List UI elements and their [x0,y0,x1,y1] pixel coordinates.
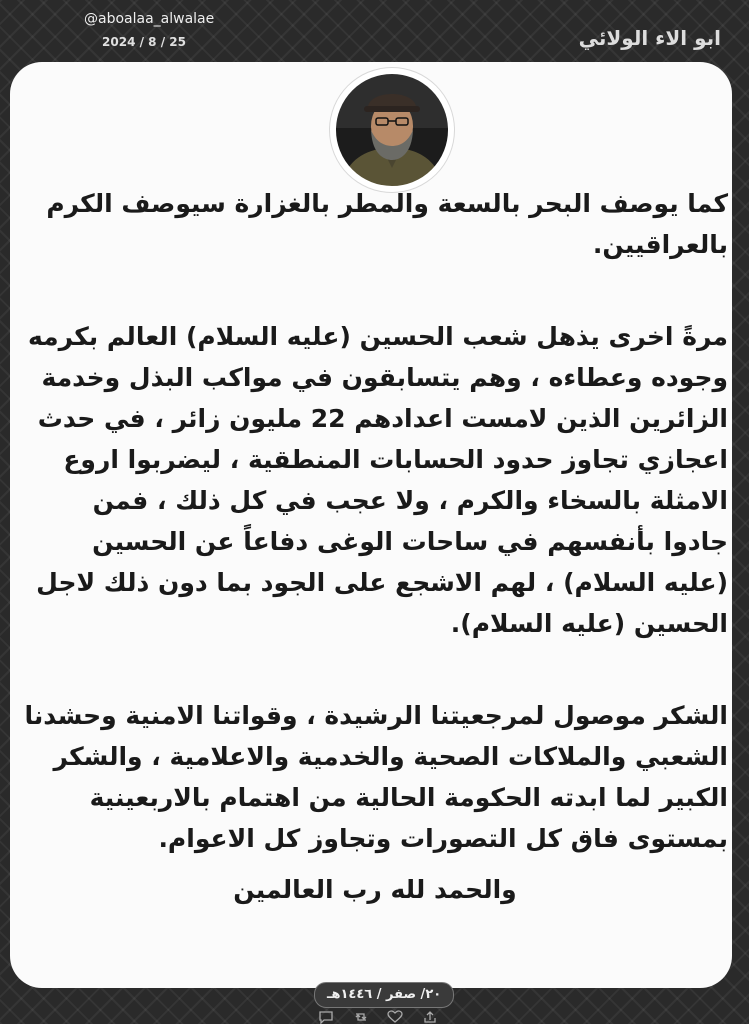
avatar-portrait-icon [330,68,454,192]
author-name[interactable]: ابو الاء الولائي [578,26,721,50]
post-paragraph: الشكر موصول لمرجعيتنا الرشيدة ، وقواتنا الامنية وحشدنا الشعبي والملاكات الصحية والخدمية والاعلامية ، والشكر الكبير لما ابدته الحكومة الحالية من اهتمام بالاربعينية بمستوى فاق كل التصورات وتجاوز كل الاعوام. [24,701,728,853]
user-handle[interactable]: @aboalaa_alwalae [84,11,215,27]
retweet-icon[interactable] [353,1009,369,1023]
comment-icon[interactable] [318,1009,334,1023]
like-icon[interactable] [387,1009,403,1023]
post-paragraph: مرةً اخرى يذهل شعب الحسين (عليه السلام) العالم بكرمه وجوده وعطاءه ، وهم يتسابقون في مواكب البذل وخدمة الزائرين الذين لامست اعدادهم 22 مليون زائر ، في حدث اعجازي تجاوز حدود الحسابات المنطقية ، ليضربوا اروع الامثلة بالسخاء والكرم ، ولا عجب في كل ذلك ، فمن جادوا بأنفسهم في ساحات الوغى دفاعاً عن الحسين (عليه السلام) ، لهم الاشجع على الجود بما دون ذلك لاجل الحسين (عليه السلام). [28,322,728,638]
post-date: 2024 / 8 / 25 [102,35,186,49]
avatar[interactable] [330,68,454,192]
hijri-date-badge: ٢٠/ صفر / ١٤٤٦هـ [314,982,454,1008]
post-closing: والحمد لله رب العالمين [233,875,517,904]
post-body [22,183,728,910]
post-paragraph: كما يوصف البحر بالسعة والمطر بالغزارة سيوصف الكرم بالعراقيين. [46,189,728,259]
post-header [0,0,749,70]
handle-block [84,10,215,52]
post-actions [318,1008,438,1024]
share-icon[interactable] [422,1009,438,1023]
